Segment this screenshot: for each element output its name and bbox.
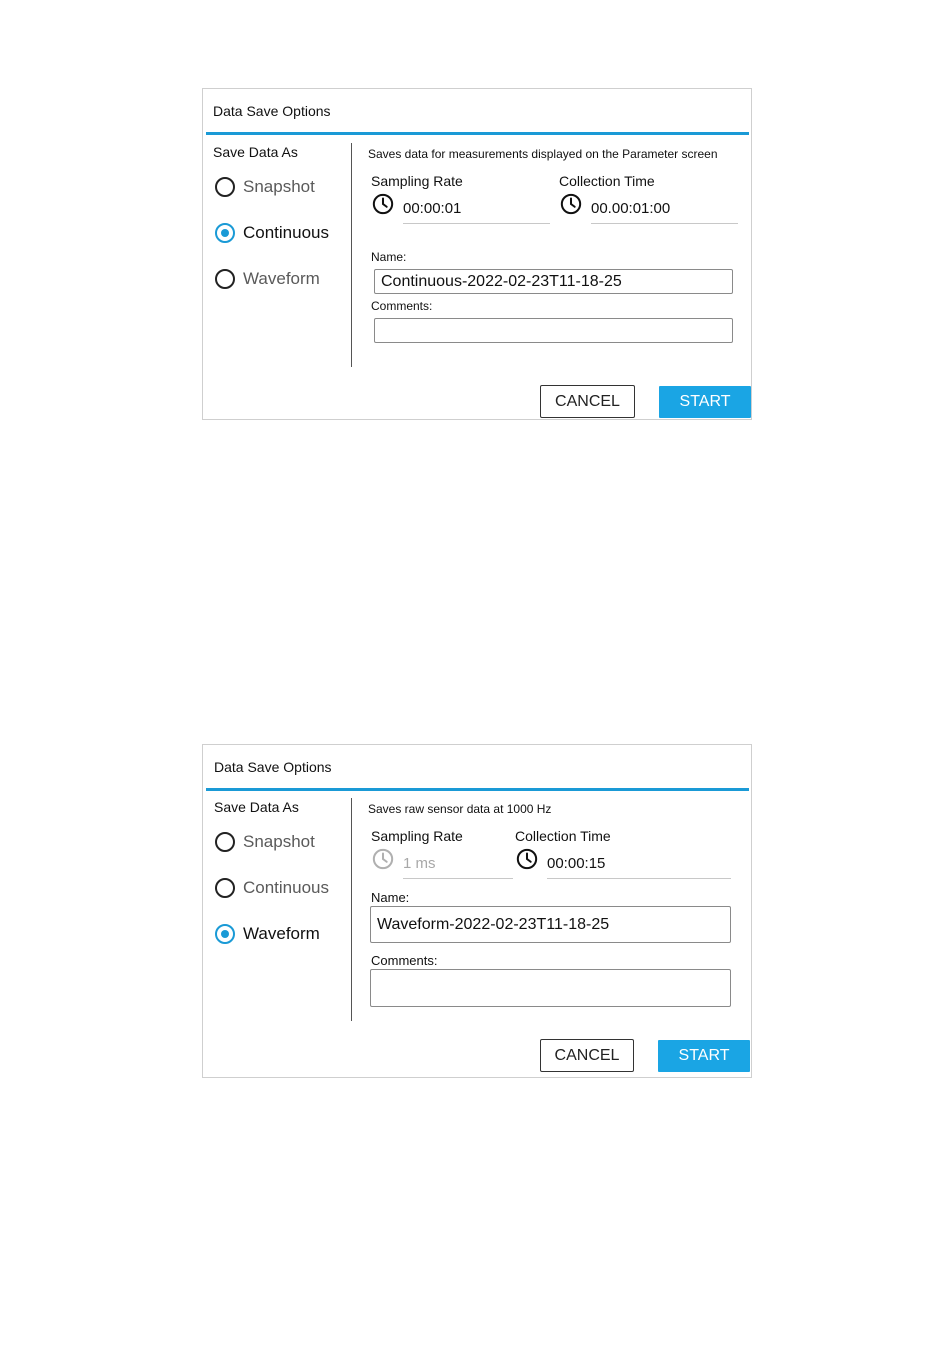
collection-time-label: Collection Time xyxy=(515,828,611,844)
name-label: Name: xyxy=(371,250,407,264)
radio-circle-icon xyxy=(215,878,235,898)
comments-label: Comments: xyxy=(371,953,438,968)
collection-time-label: Collection Time xyxy=(559,173,655,189)
radio-continuous[interactable] xyxy=(215,220,329,246)
radio-selected-icon xyxy=(215,223,235,243)
radio-waveform[interactable] xyxy=(215,921,320,947)
sampling-rate-label: Sampling Rate xyxy=(371,173,463,189)
clock-icon xyxy=(560,193,582,215)
comments-label: Comments: xyxy=(371,299,433,313)
clock-icon xyxy=(372,193,394,215)
sampling-rate-underline xyxy=(403,223,550,224)
sampling-rate-value: 1 ms xyxy=(403,855,436,872)
collection-time-value[interactable]: 00:00:15 xyxy=(547,855,606,872)
collection-time-underline xyxy=(547,878,731,879)
sampling-rate-value[interactable]: 00:00:01 xyxy=(403,200,462,217)
title-divider xyxy=(206,132,749,135)
radio-waveform[interactable] xyxy=(215,266,320,292)
radio-label: Waveform xyxy=(243,924,320,943)
mode-description: Saves data for measurements displayed on the Parameter screen xyxy=(368,147,718,161)
radio-continuous[interactable] xyxy=(215,875,329,901)
panel-divider xyxy=(351,143,352,367)
radio-label: Continuous xyxy=(243,878,330,897)
collection-time-underline xyxy=(591,223,738,224)
panel-divider xyxy=(351,798,352,1021)
sampling-rate-label: Sampling Rate xyxy=(371,828,463,844)
name-input[interactable]: Continuous-2022-02-23T11-18-25 xyxy=(374,269,733,294)
radio-label: Continuous xyxy=(243,223,330,242)
radio-circle-icon xyxy=(215,177,235,197)
title-divider xyxy=(206,788,749,791)
radio-selected-icon xyxy=(215,924,235,944)
cancel-button[interactable]: CANCEL xyxy=(540,1039,634,1072)
cancel-button[interactable]: CANCEL xyxy=(540,385,635,418)
start-button[interactable]: START xyxy=(659,386,751,418)
radio-snapshot[interactable] xyxy=(215,829,315,855)
data-save-dialog-continuous xyxy=(202,88,752,420)
save-data-as-label: Save Data As xyxy=(214,799,299,815)
sampling-rate-underline xyxy=(403,878,513,879)
comments-input[interactable] xyxy=(370,969,731,1007)
radio-label: Snapshot xyxy=(243,832,315,851)
comments-input[interactable] xyxy=(374,318,733,343)
data-save-dialog-waveform xyxy=(202,744,752,1078)
radio-circle-icon xyxy=(215,832,235,852)
clock-icon-disabled xyxy=(372,848,394,870)
dialog-title: Data Save Options xyxy=(214,759,332,775)
radio-label: Snapshot xyxy=(243,177,315,196)
start-button[interactable]: START xyxy=(658,1040,750,1072)
radio-snapshot[interactable] xyxy=(215,174,315,200)
radio-circle-icon xyxy=(215,269,235,289)
name-input[interactable]: Waveform-2022-02-23T11-18-25 xyxy=(370,906,731,943)
dialog-title: Data Save Options xyxy=(213,103,331,119)
name-label: Name: xyxy=(371,890,410,905)
clock-icon xyxy=(516,848,538,870)
mode-description: Saves raw sensor data at 1000 Hz xyxy=(368,802,552,816)
save-data-as-label: Save Data As xyxy=(213,144,298,160)
collection-time-value[interactable]: 00.00:01:00 xyxy=(591,200,671,217)
radio-label: Waveform xyxy=(243,269,320,288)
